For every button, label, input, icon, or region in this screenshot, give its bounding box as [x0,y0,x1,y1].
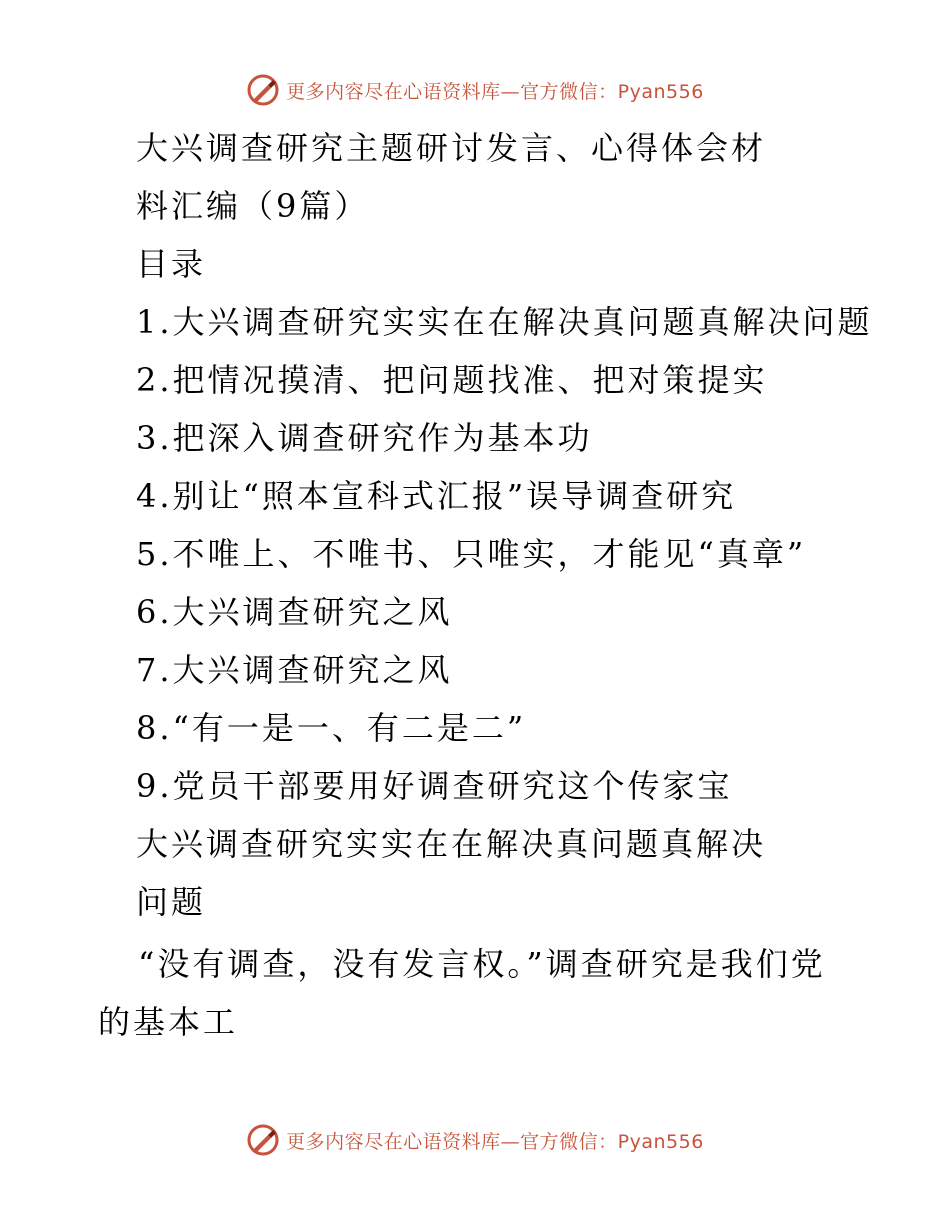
footer-banner-cn: 更多内容尽在心语资料库—官方微信： [286,1130,618,1153]
header-banner-cn: 更多内容尽在心语资料库—官方微信： [286,80,618,103]
body-paragraph-line2: 的基本工 [98,1003,239,1041]
toc-item-9: 9.党员干部要用好调查研究这个传家宝 [136,767,733,805]
footer-banner [0,1120,950,1160]
footer-banner-wechat-id: Pyan556 [617,1130,704,1153]
toc-heading: 目录 [136,245,207,283]
pen-logo-icon [246,73,280,107]
toc-item-2: 2.把情况摸清、把问题找准、把对策提实 [136,361,768,399]
toc-item-5: 5.不唯上、不唯书、只唯实，才能见“真章” [136,535,807,573]
toc-item-4: 4.别让“照本宣科式汇报”误导调查研究 [136,477,737,515]
toc-item-6: 6.大兴调查研究之风 [136,593,453,631]
toc-item-7: 7.大兴调查研究之风 [136,651,453,689]
section-title-line2: 问题 [136,883,207,921]
document-title-line2: 料汇编（9篇） [136,187,370,225]
toc-item-1: 1.大兴调查研究实实在在解决真问题真解决问题 [136,303,873,341]
header-banner-wechat-id: Pyan556 [617,80,704,103]
toc-item-8: 8.“有一是一、有二是二” [136,709,527,747]
document-title-line1: 大兴调查研究主题研讨发言、心得体会材 [136,129,767,167]
toc-item-3: 3.把深入调查研究作为基本功 [136,419,593,457]
section-title-line1: 大兴调查研究实实在在解决真问题真解决 [136,825,767,863]
header-banner [0,70,950,110]
body-paragraph-line1: “没有调查，没有发言权。”调查研究是我们党 [138,945,826,983]
header-banner-text [286,77,704,104]
pen-logo-icon [246,1123,280,1157]
footer-banner-text [286,1127,704,1154]
